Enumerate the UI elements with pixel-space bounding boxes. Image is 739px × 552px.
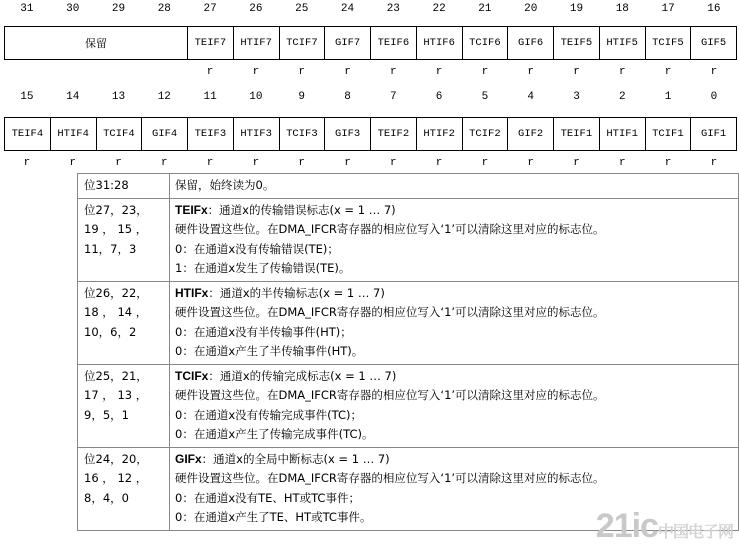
access-type: r [664, 66, 672, 78]
access-type: r [435, 66, 443, 78]
register-field: HTIF3 [234, 118, 280, 150]
description-line: 0：在通道x产生了半传输事件(HT)。 [175, 344, 364, 358]
upper-access-row [4, 66, 737, 80]
bit-number: 10 [249, 91, 263, 103]
field-name: TEIFx [175, 202, 208, 217]
register-field: TEIF3 [188, 118, 234, 150]
access-type: r [298, 66, 305, 78]
bit-number: 24 [340, 3, 355, 15]
bit-number: 26 [249, 3, 263, 15]
description-line: 硬件设置这些位。在DMA_IFCR寄存器的相应位写入‘1’可以清除这里对应的标志位。 [175, 305, 605, 319]
access-type: r [389, 66, 397, 78]
bit-number: 5 [481, 91, 489, 103]
register-field: TEIF2 [371, 118, 417, 150]
access-type: r [298, 157, 305, 169]
register-field: GIF1 [691, 118, 737, 150]
access-type: r [573, 66, 580, 78]
bit-number: 9 [298, 91, 305, 103]
bit-range: 位25，21， 17 ， 13 ， 9，5，1 [78, 364, 170, 447]
access-type: r [527, 157, 534, 169]
upper-bit-numbers [4, 3, 737, 19]
access-type: r [23, 157, 31, 169]
bit-number: 27 [203, 3, 217, 15]
bit-number: 4 [527, 91, 534, 103]
bit-number: 11 [203, 91, 217, 103]
table-row [78, 281, 739, 364]
bit-number: 13 [111, 91, 126, 103]
lower-bit-numbers [4, 91, 737, 107]
register-field: GIF2 [508, 118, 554, 150]
register-field: TEIF4 [5, 118, 51, 150]
bit-number: 22 [432, 3, 446, 15]
bit-number: 25 [295, 3, 309, 15]
field-name: TCIFx [175, 368, 209, 383]
field-name: GIFx [175, 451, 202, 466]
reserved-field: 保留 [5, 27, 188, 59]
access-type: r [710, 66, 718, 78]
bit-description [170, 364, 739, 447]
access-type: r [344, 157, 351, 169]
field-title: ：通道x的传输错误标志(x = 1 … 7) [207, 202, 396, 217]
field-title: ：通道x的传输完成标志(x = 1 … 7) [208, 368, 397, 383]
bit-number: 18 [615, 3, 629, 15]
description-line: 0：在通道x没有半传输事件(HT)； [175, 324, 352, 339]
bit-number: 8 [344, 91, 351, 103]
access-type: r [69, 157, 76, 169]
description-line: 1：在通道x发生了传输错误(TE)。 [175, 261, 351, 275]
access-type: r [389, 157, 397, 169]
access-type: r [435, 157, 443, 169]
field-heading [175, 450, 732, 470]
register-field: TCIF5 [646, 27, 692, 59]
lower-register-row [4, 117, 737, 151]
access-type: r [618, 157, 626, 169]
register-field: GIF6 [508, 27, 554, 59]
bit-number: 23 [386, 3, 400, 15]
description-line: 硬件设置这些位。在DMA_IFCR寄存器的相应位写入‘1’可以清除这里对应的标志位。 [175, 388, 605, 402]
bit-number: 20 [524, 3, 538, 15]
description-line: 0：在通道x产生了TE、HT或TC事件。 [175, 510, 372, 524]
bit-number: 2 [618, 91, 626, 103]
watermark-logo [596, 507, 733, 546]
register-field: GIF5 [691, 27, 737, 59]
bit-number: 16 [707, 3, 721, 15]
bit-number: 12 [157, 91, 171, 103]
description-line: 0：在通道x没有传输错误(TE)； [175, 241, 339, 256]
bit-number: 3 [573, 91, 580, 103]
access-type: r [252, 157, 260, 169]
bit-number: 14 [66, 91, 80, 103]
register-field: TCIF4 [97, 118, 143, 150]
watermark-main: 21ic [595, 507, 658, 545]
upper-register-row [4, 26, 737, 60]
bit-description-table [77, 173, 739, 531]
access-type: r [664, 157, 672, 169]
table-row [78, 364, 739, 447]
table-row [78, 174, 739, 199]
bit-description [170, 174, 739, 199]
register-field: TCIF3 [280, 118, 326, 150]
register-field: TEIF1 [554, 118, 600, 150]
register-field: GIF3 [325, 118, 371, 150]
bit-description [170, 198, 739, 281]
register-field: TCIF2 [463, 118, 509, 150]
access-type: r [115, 157, 122, 169]
bit-description [170, 281, 739, 364]
lower-access-row [4, 157, 737, 171]
register-field: HTIF4 [51, 118, 97, 150]
register-field: TCIF1 [646, 118, 692, 150]
field-name: HTIFx [175, 285, 209, 300]
bit-number: 19 [569, 3, 584, 15]
access-type: r [252, 66, 260, 78]
bit-number: 17 [661, 3, 675, 15]
register-field: TCIF6 [463, 27, 509, 59]
bit-number: 31 [20, 3, 34, 15]
field-title: ：通道x的全局中断标志(x = 1 … 7) [201, 451, 390, 466]
access-type: r [160, 157, 168, 169]
register-field: TEIF5 [554, 27, 600, 59]
description-line: 0：在通道x没有传输完成事件(TC)； [175, 407, 362, 422]
bit-range: 位24，20， 16 ， 12 ， 8，4，0 [78, 447, 170, 530]
access-type: r [573, 157, 580, 169]
field-heading [175, 367, 732, 387]
register-field: TCIF7 [280, 27, 326, 59]
field-title: ：通道x的半传输标志(x = 1 … 7) [208, 285, 385, 300]
register-field: HTIF1 [600, 118, 646, 150]
bit-number: 6 [435, 91, 443, 103]
description-line: 硬件设置这些位。在DMA_IFCR寄存器的相应位写入‘1’可以清除这里对应的标志位。 [175, 222, 605, 236]
bit-number: 29 [111, 3, 126, 15]
watermark-sub: 中国电子网 [657, 524, 733, 541]
field-heading [175, 201, 732, 221]
field-heading [175, 284, 732, 304]
register-field: GIF7 [325, 27, 371, 59]
register-field: GIF4 [142, 118, 188, 150]
register-field: HTIF2 [417, 118, 463, 150]
bit-number: 15 [20, 91, 34, 103]
description-line: 0：在通道x没有TE、HT或TC事件； [175, 490, 360, 505]
bit-number: 1 [664, 91, 672, 103]
table-row [78, 198, 739, 281]
access-type: r [206, 157, 214, 169]
access-type: r [618, 66, 626, 78]
bit-number: 0 [710, 91, 718, 103]
access-type: r [527, 66, 534, 78]
bit-range: 位27，23， 19 ， 15 ， 11，7，3 [78, 198, 170, 281]
access-type: r [481, 66, 489, 78]
description-line: 硬件设置这些位。在DMA_IFCR寄存器的相应位写入‘1’可以清除这里对应的标志位。 [175, 471, 605, 485]
description-line: 0：在通道x产生了传输完成事件(TC)。 [175, 427, 374, 441]
register-field: TEIF6 [371, 27, 417, 59]
bit-number: 21 [478, 3, 492, 15]
description-line: 保留，始终读为0。 [175, 178, 275, 192]
register-field: HTIF7 [234, 27, 280, 59]
bit-range: 位31:28 [78, 174, 170, 199]
bit-number: 28 [157, 3, 171, 15]
register-field: HTIF5 [600, 27, 646, 59]
bit-range: 位26，22， 18 ， 14 ， 10，6，2 [78, 281, 170, 364]
bit-number: 30 [66, 3, 80, 15]
bit-number: 7 [389, 91, 397, 103]
register-field: HTIF6 [417, 27, 463, 59]
access-type: r [481, 157, 489, 169]
register-field: TEIF7 [188, 27, 234, 59]
access-type: r [206, 66, 214, 78]
access-type: r [344, 66, 351, 78]
access-type: r [710, 157, 718, 169]
